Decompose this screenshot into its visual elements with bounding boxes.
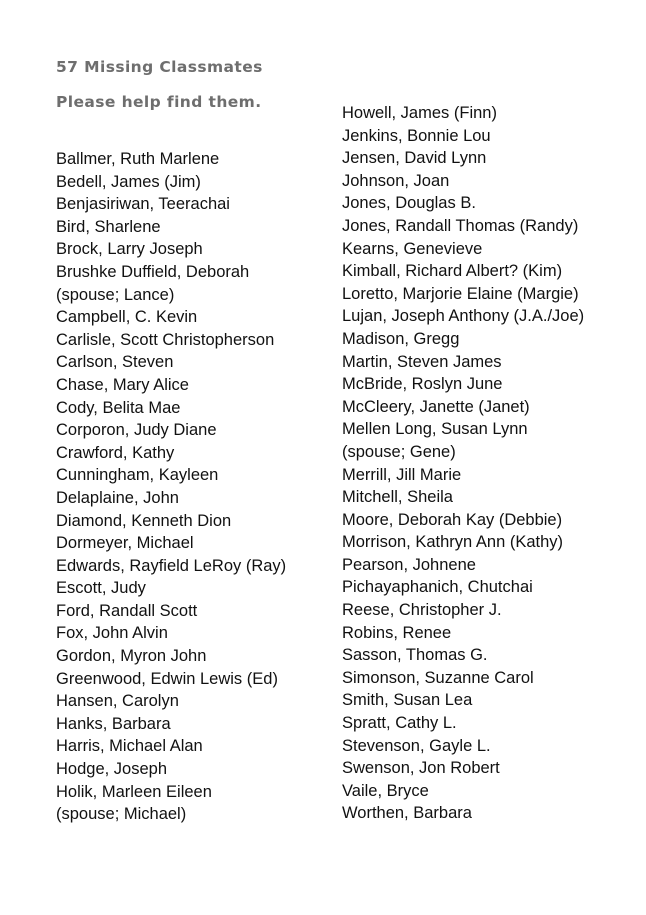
- classmate-entry: Brock, Larry Joseph: [56, 240, 203, 259]
- classmate-entry: Hanks, Barbara: [56, 714, 171, 733]
- classmate-entry: Cody, Belita Mae: [56, 398, 181, 417]
- classmates-list-left: [56, 148, 286, 826]
- classmate-entry: McCleery, Janette (Janet): [342, 397, 530, 416]
- classmate-entry: Lujan, Joseph Anthony (J.A./Joe): [342, 307, 585, 326]
- classmate-entry: Worthen, Barbara: [342, 804, 472, 823]
- classmate-entry: Kimball, Richard Albert? (Kim): [342, 262, 563, 281]
- classmate-entry: Kearns, Genevieve: [342, 239, 483, 258]
- classmate-entry: (spouse; Gene): [342, 442, 456, 461]
- classmate-entry: Holik, Marleen Eileen: [56, 782, 212, 801]
- classmates-list-right: [342, 102, 584, 825]
- classmate-entry: Mellen Long, Susan Lynn: [342, 420, 528, 439]
- classmate-entry: Spratt, Cathy L.: [342, 714, 457, 733]
- classmate-entry: Jensen, David Lynn: [342, 149, 487, 168]
- classmate-entry: Chase, Mary Alice: [56, 375, 189, 394]
- classmate-entry: Pichayaphanich, Chutchai: [342, 578, 533, 597]
- classmate-entry: Escott, Judy: [56, 579, 146, 598]
- classmate-entry: Robins, Renee: [342, 623, 452, 642]
- classmate-entry: Jones, Randall Thomas (Randy): [342, 216, 579, 235]
- classmate-entry: Dormeyer, Michael: [56, 534, 194, 553]
- classmate-entry: (spouse; Michael): [56, 805, 187, 824]
- classmate-entry: Hodge, Joseph: [56, 760, 167, 779]
- classmate-entry: Morrison, Kathryn Ann (Kathy): [342, 533, 564, 552]
- classmate-entry: Edwards, Rayfield LeRoy (Ray): [56, 556, 287, 575]
- classmate-entry: Crawford, Kathy: [56, 443, 175, 462]
- classmate-entry: Jenkins, Bonnie Lou: [342, 126, 491, 145]
- classmate-entry: Loretto, Marjorie Elaine (Margie): [342, 284, 579, 303]
- classmate-entry: Ford, Randall Scott: [56, 601, 198, 620]
- classmate-entry: Jones, Douglas B.: [342, 194, 476, 213]
- classmate-entry: Hansen, Carolyn: [56, 692, 179, 711]
- classmate-entry: Gordon, Myron John: [56, 647, 207, 666]
- classmate-entry: Madison, Gregg: [342, 329, 460, 348]
- classmate-entry: Harris, Michael Alan: [56, 737, 203, 756]
- classmate-entry: Brushke Duffield, Deborah: [56, 262, 250, 281]
- classmate-entry: Delaplaine, John: [56, 488, 179, 507]
- classmate-entry: Reese, Christopher J.: [342, 601, 502, 620]
- page-title: 57 Missing Classmates: [56, 58, 263, 76]
- classmate-entry: Pearson, Johnene: [342, 555, 476, 574]
- classmate-entry: Corporon, Judy Diane: [56, 421, 217, 440]
- classmate-entry: (spouse; Lance): [56, 285, 175, 304]
- classmate-entry: Moore, Deborah Kay (Debbie): [342, 510, 563, 529]
- classmate-entry: Cunningham, Kayleen: [56, 466, 219, 485]
- classmate-entry: Bird, Sharlene: [56, 217, 161, 236]
- classmate-entry: Diamond, Kenneth Dion: [56, 511, 232, 530]
- classmate-entry: Martin, Steven James: [342, 352, 502, 371]
- classmate-entry: Sasson, Thomas G.: [342, 646, 488, 665]
- classmate-entry: Carlisle, Scott Christopherson: [56, 330, 275, 349]
- classmate-entry: Stevenson, Gayle L.: [342, 736, 491, 755]
- classmate-entry: Swenson, Jon Robert: [342, 759, 500, 778]
- page-subtitle: Please help find them.: [56, 93, 262, 111]
- classmate-entry: Vaile, Bryce: [342, 781, 429, 800]
- classmate-entry: Mitchell, Sheila: [342, 488, 453, 507]
- classmate-entry: Fox, John Alvin: [56, 624, 168, 643]
- classmate-entry: Greenwood, Edwin Lewis (Ed): [56, 669, 278, 688]
- classmate-entry: Howell, James (Finn): [342, 104, 497, 122]
- classmate-entry: Benjasiriwan, Teerachai: [56, 195, 230, 214]
- classmate-entry: Smith, Susan Lea: [342, 691, 473, 710]
- classmate-entry: Campbell, C. Kevin: [56, 308, 198, 327]
- classmate-entry: Merrill, Jill Marie: [342, 465, 462, 484]
- classmate-entry: Simonson, Suzanne Carol: [342, 668, 534, 687]
- classmate-entry: McBride, Roslyn June: [342, 375, 503, 394]
- classmate-entry: Bedell, James (Jim): [56, 172, 201, 191]
- classmate-entry: Ballmer, Ruth Marlene: [56, 150, 220, 168]
- classmate-entry: Johnson, Joan: [342, 171, 450, 190]
- classmate-entry: Carlson, Steven: [56, 353, 174, 372]
